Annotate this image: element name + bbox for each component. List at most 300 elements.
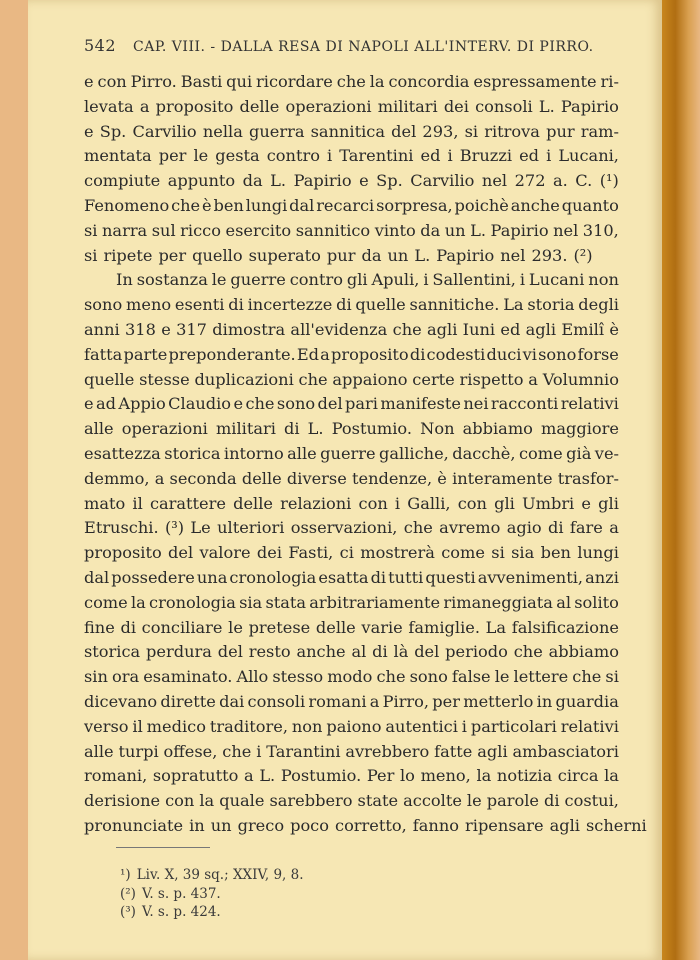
word: non: [291, 716, 323, 736]
word: come: [441, 543, 485, 563]
word: forse: [577, 344, 619, 364]
word: lungi: [577, 543, 619, 563]
text-line: [84, 95, 619, 120]
word: espressamente: [473, 72, 597, 91]
word: ambasciatori: [512, 741, 619, 761]
word: le: [494, 667, 510, 687]
word: consoli: [247, 691, 306, 711]
word: alle: [287, 443, 317, 463]
word: con: [457, 493, 487, 513]
word: conciliare: [141, 617, 223, 637]
word: i: [327, 146, 333, 166]
word: traditore,: [209, 716, 288, 736]
word: anni: [84, 319, 120, 339]
word: questi: [425, 567, 476, 587]
word: si: [491, 543, 505, 563]
word: la: [369, 72, 385, 91]
word: Postumio.: [331, 419, 413, 439]
word: qui: [226, 72, 253, 91]
word: carattere: [149, 493, 226, 513]
word: Fasti,: [288, 543, 334, 563]
word: Apuli,: [371, 270, 420, 290]
word: che: [298, 369, 328, 389]
word: Carvilio: [410, 171, 475, 191]
word: sarebbero: [269, 791, 353, 811]
text-line: [84, 740, 619, 765]
text-line: [84, 392, 619, 417]
word: C.: [575, 171, 593, 191]
text-line: [84, 764, 619, 789]
word: Carvilio: [132, 121, 197, 141]
word: che: [245, 394, 275, 414]
word: Appio: [118, 394, 166, 414]
word: accolte: [403, 791, 462, 811]
word: mostrerà: [360, 543, 435, 563]
word: La: [485, 617, 507, 637]
word: Sallentini,: [432, 270, 516, 290]
word: galliche,: [379, 443, 449, 463]
word: a.: [552, 171, 568, 191]
word: come: [84, 592, 128, 612]
word: e: [84, 72, 94, 91]
word: romani: [308, 691, 367, 711]
word: già: [566, 443, 592, 463]
word: famiglie.: [408, 617, 480, 637]
word: Sp.: [376, 171, 403, 191]
text-line: [84, 492, 619, 517]
word: sopratutto: [152, 766, 239, 786]
word: varie: [361, 617, 403, 637]
word: Postumio.: [280, 766, 362, 786]
word: esaminato.: [143, 667, 233, 687]
word: modo: [327, 667, 373, 687]
word: nel: [553, 220, 579, 240]
word: agio: [506, 518, 542, 538]
word: sul: [151, 220, 176, 240]
text-line: [84, 591, 619, 616]
word: un: [387, 245, 409, 265]
text-line: [84, 442, 619, 467]
word: dei: [443, 96, 469, 116]
word: proposito: [155, 96, 234, 116]
word: narra: [102, 220, 148, 240]
word: è: [609, 319, 619, 339]
word: solito: [574, 592, 619, 612]
text-line: [84, 144, 619, 169]
word: come: [518, 443, 563, 463]
word: duci: [486, 344, 522, 364]
text-line: [84, 268, 619, 293]
footnote: [120, 885, 420, 904]
word: è: [437, 468, 447, 488]
word: nel: [481, 171, 508, 191]
word: pur: [546, 121, 575, 141]
word: pronunciate: [84, 815, 184, 835]
text-line: [84, 244, 619, 269]
word: compiute: [84, 171, 161, 191]
text-line: [84, 343, 619, 368]
page-number: 542: [84, 36, 117, 55]
word: codesti: [426, 344, 486, 364]
word: pretese: [248, 617, 311, 637]
word: delle: [241, 468, 282, 488]
word: per: [158, 146, 187, 166]
word: si: [464, 121, 479, 141]
word: manifeste: [380, 394, 461, 414]
word: Papirio: [293, 171, 352, 191]
word: ora: [111, 667, 140, 687]
word: particolari: [470, 716, 557, 736]
word: Lucani,: [558, 146, 619, 166]
word: di: [336, 295, 352, 315]
text-line: [84, 120, 619, 145]
word: non: [588, 270, 619, 290]
word: stesso: [272, 667, 324, 687]
word: rispetto: [459, 369, 524, 389]
word: la: [130, 592, 146, 612]
word: alle: [84, 741, 114, 761]
word: contro: [266, 146, 320, 166]
word: sono: [409, 667, 448, 687]
word: la: [476, 766, 492, 786]
footnote-text: Liv. X, 39 sq.; XXIV, 9, 8.: [136, 867, 304, 883]
word: e: [233, 394, 244, 414]
word: il: [132, 716, 143, 736]
word: ed: [519, 146, 540, 166]
word: possedere: [111, 567, 195, 587]
word: al: [556, 592, 572, 612]
word: dai: [219, 691, 245, 711]
word: ci: [339, 543, 354, 563]
word: fine: [84, 617, 115, 637]
word: ricordare: [256, 72, 333, 91]
word: ulteriori: [217, 518, 285, 538]
word: recarci: [316, 195, 375, 215]
word: appunto: [167, 171, 236, 191]
word: diverse: [286, 468, 347, 488]
word: relativi: [560, 394, 619, 414]
footnote-marker: ¹): [120, 867, 131, 883]
word: da: [242, 171, 263, 191]
word: falsificazione: [511, 617, 619, 637]
word: si: [84, 245, 98, 265]
word: dal: [84, 567, 110, 587]
word: esattezza: [84, 443, 161, 463]
word: relazioni: [280, 493, 352, 513]
word: di: [370, 567, 387, 587]
word: Allo: [236, 667, 269, 687]
word: false: [451, 667, 491, 687]
word: tutti: [388, 567, 424, 587]
word: meno,: [420, 766, 471, 786]
word: Claudio: [168, 394, 232, 414]
word: fatte: [434, 741, 473, 761]
text-line: [84, 640, 619, 665]
word: di: [284, 419, 300, 439]
word: vinto: [374, 220, 416, 240]
word: medico: [146, 716, 206, 736]
word: Sp.: [99, 121, 127, 141]
word: di: [120, 617, 137, 637]
running-header: [84, 36, 594, 60]
word: quelle: [355, 295, 406, 315]
word: che: [336, 72, 366, 91]
word: storia: [527, 295, 575, 315]
word: gli: [598, 493, 619, 513]
word: demmo,: [84, 468, 150, 488]
word: per: [432, 691, 460, 711]
word: sin: [84, 667, 108, 687]
word: le: [193, 146, 209, 166]
word: esatta: [318, 567, 369, 587]
word: quanto: [561, 195, 619, 215]
word: un: [210, 815, 232, 835]
word: delle: [239, 96, 280, 116]
word: di: [409, 344, 426, 364]
word: con: [358, 493, 388, 513]
word: si: [605, 667, 619, 687]
word: di: [228, 295, 244, 315]
word: la: [199, 791, 215, 811]
word: In: [116, 270, 133, 290]
word: Papirio: [490, 220, 549, 240]
word: lo: [399, 766, 415, 786]
footnote: [120, 866, 420, 885]
word: nel: [500, 245, 526, 265]
word: mentata: [84, 146, 152, 166]
word: ve-: [594, 443, 619, 463]
word: quelle: [84, 369, 135, 389]
word: guerre: [320, 443, 376, 463]
footnote-marker: (²): [120, 885, 136, 902]
text-line: [84, 814, 647, 839]
word: e: [84, 394, 94, 414]
word: ri-: [600, 72, 619, 91]
word: ritrova: [484, 121, 540, 141]
word: fatta: [84, 344, 123, 364]
word: 272: [514, 171, 546, 191]
word: poco: [290, 815, 329, 835]
word: in: [536, 691, 553, 711]
word: che: [572, 667, 602, 687]
word: i: [461, 716, 467, 736]
word: i: [519, 270, 526, 290]
word: tendenze,: [351, 468, 433, 488]
text-line: [84, 467, 619, 492]
word: i: [546, 146, 552, 166]
text-line: [84, 194, 619, 219]
word: levata: [84, 96, 134, 116]
word: avrebbero: [345, 741, 430, 761]
word: le: [211, 270, 227, 290]
word: sorpresa,: [376, 195, 453, 215]
word: a: [139, 96, 150, 116]
word: superato: [248, 245, 321, 265]
word: in: [189, 815, 205, 835]
word: un: [444, 220, 466, 240]
word: paiono: [326, 716, 382, 736]
word: dacchè,: [452, 443, 516, 463]
text-line: [84, 368, 619, 393]
word: del: [168, 543, 194, 563]
footnotes: [120, 866, 420, 922]
word: derisione: [84, 791, 161, 811]
word: contro: [289, 270, 343, 290]
word: valore: [199, 543, 251, 563]
word: sia: [239, 592, 263, 612]
text-line: [84, 690, 619, 715]
word: di: [543, 791, 560, 811]
word: del: [317, 394, 343, 414]
word: appaiono: [332, 369, 408, 389]
word: (³): [164, 518, 185, 538]
word: Le: [190, 518, 211, 538]
word: i: [423, 270, 429, 290]
word: consoli: [475, 96, 533, 116]
word: delle: [315, 617, 356, 637]
word: lungi: [245, 195, 288, 215]
text-line: [84, 70, 619, 95]
word: esercito: [225, 220, 292, 240]
word: scherni: [585, 815, 647, 835]
word: storica: [164, 443, 221, 463]
word: seconda: [169, 468, 237, 488]
word: vi: [522, 344, 537, 364]
word: militari: [377, 96, 438, 116]
word: proposito: [84, 543, 162, 563]
word: guerre: [230, 270, 286, 290]
word: concordia: [388, 72, 470, 91]
text-line: [84, 665, 619, 690]
word: 318: [124, 319, 156, 339]
word: 293,: [422, 121, 459, 141]
word: una: [196, 567, 228, 587]
word: agli: [427, 319, 458, 339]
word: turpi: [118, 741, 159, 761]
word: state: [357, 791, 399, 811]
word: con: [165, 791, 195, 811]
word: a: [528, 369, 538, 389]
word: del: [217, 642, 243, 662]
word: gli: [346, 270, 368, 290]
word: sono: [84, 295, 123, 315]
word: metterlo: [463, 691, 534, 711]
footnote-rule: [116, 847, 210, 848]
word: militari: [215, 419, 276, 439]
word: operazioni: [121, 419, 208, 439]
word: di: [372, 642, 388, 662]
word: L.: [270, 171, 287, 191]
word: mato: [84, 493, 126, 513]
text-line: [84, 293, 619, 318]
word: preponderante.: [168, 344, 296, 364]
word: ed: [500, 319, 521, 339]
word: parte: [123, 344, 168, 364]
word: al: [351, 642, 367, 662]
word: ad: [95, 394, 116, 414]
word: dicevano: [84, 691, 158, 711]
word: ed: [420, 146, 441, 166]
word: romani,: [84, 766, 148, 786]
word: le: [228, 617, 243, 637]
word: Emilî: [561, 319, 605, 339]
word: ram-: [580, 121, 619, 141]
word: a: [609, 518, 619, 538]
word: abbiamo: [462, 419, 533, 439]
word: agli: [477, 741, 508, 761]
word: Pirro.: [130, 72, 177, 91]
word: con: [97, 72, 127, 91]
word: L.: [470, 220, 487, 240]
word: i: [447, 146, 453, 166]
word: che: [392, 319, 422, 339]
running-title: CAP. VIII. - DALLA RESA DI NAPOLI ALL'INTERV. DI PIRRO.: [133, 39, 594, 55]
word: L.: [538, 96, 555, 116]
word: la: [604, 766, 619, 786]
word: autentici: [385, 716, 458, 736]
word: a: [154, 468, 165, 488]
word: Galli,: [407, 493, 451, 513]
word: rimaneggiata: [443, 592, 553, 612]
word: storica: [84, 642, 141, 662]
word: che: [171, 195, 201, 215]
word: Iuni: [462, 319, 496, 339]
word: L.: [259, 766, 276, 786]
word: dal: [289, 195, 315, 215]
word: agli: [549, 815, 580, 835]
word: fanno: [412, 815, 460, 835]
text-line: [84, 616, 619, 641]
footnote-marker: (³): [120, 904, 136, 920]
word: a: [244, 766, 254, 786]
word: osservazioni,: [290, 518, 398, 538]
word: sostanza: [136, 270, 208, 290]
word: là: [393, 642, 409, 662]
word: ricco: [180, 220, 221, 240]
word: da: [361, 245, 382, 265]
word: guerra: [248, 121, 305, 141]
word: gli: [494, 493, 515, 513]
word: e: [359, 171, 369, 191]
word: stata: [265, 592, 307, 612]
word: fare: [569, 518, 603, 538]
text-line: [84, 318, 619, 343]
word: La: [503, 295, 524, 315]
word: periodo: [445, 642, 508, 662]
word: resto: [248, 642, 291, 662]
body-text: [84, 70, 647, 839]
word: ben: [213, 195, 244, 215]
word: 293.: [531, 245, 568, 265]
word: a: [369, 691, 380, 711]
word: 317: [176, 319, 207, 339]
word: Tarantini: [266, 741, 341, 761]
word: anche: [296, 642, 346, 662]
word: delle: [233, 493, 273, 513]
word: dirette: [160, 691, 216, 711]
word: (²): [573, 245, 593, 265]
word: e: [581, 493, 591, 513]
word: sannitica: [310, 121, 386, 141]
word: intorno: [223, 443, 284, 463]
word: arbitrariamente: [309, 592, 441, 612]
word: poichè: [454, 195, 509, 215]
word: gesta: [215, 146, 260, 166]
book-spine-shadow: [662, 0, 700, 960]
text-line: [84, 417, 619, 442]
word: degli: [578, 295, 619, 315]
text-line: [84, 219, 619, 244]
